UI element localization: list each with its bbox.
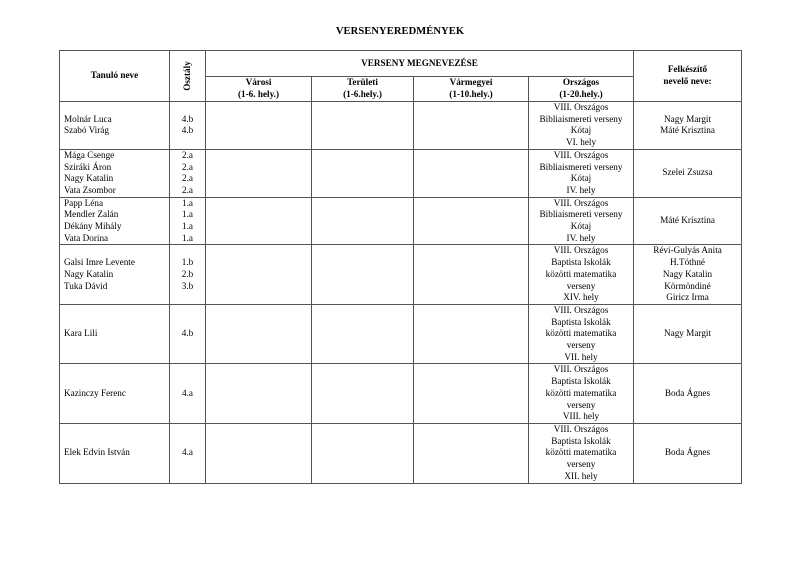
varosi-result-cell — [206, 197, 312, 245]
student-names-cell-line: Nagy Katalin — [64, 268, 114, 279]
results-table — [59, 50, 742, 484]
header-teacher — [634, 51, 742, 102]
student-names-cell-line: Galsi Imre Levente — [64, 257, 135, 268]
varosi-result-cell — [206, 304, 312, 364]
table-row — [60, 304, 742, 364]
orszagos-result-cell — [529, 197, 634, 245]
class-cell — [170, 364, 206, 424]
header-competition: VERSENY MEGNEVEZÉSE — [206, 51, 634, 77]
teacher-cell — [634, 423, 742, 483]
table-row — [60, 149, 742, 197]
teacher-cell-line: Szelei Zsuzsa — [662, 167, 713, 178]
varmegyei-result-cell — [414, 304, 529, 364]
table-row — [60, 102, 742, 150]
teacher-cell-line: H.Tóthné — [670, 257, 705, 268]
class-cell — [170, 197, 206, 245]
header-level-range: (1-10.hely.) — [449, 88, 493, 99]
table-row — [60, 197, 742, 245]
orszagos-result-cell-line: VIII. Országos — [553, 364, 609, 375]
orszagos-result-cell — [529, 364, 634, 424]
orszagos-result-cell-line: közötti matematika — [545, 328, 617, 339]
student-names-cell-line: Mendler Zalán — [64, 209, 119, 220]
class-cell-line: 4.b — [181, 328, 194, 339]
student-names-cell — [60, 423, 170, 483]
orszagos-result-cell-line: verseny — [566, 399, 596, 410]
student-names-cell — [60, 102, 170, 150]
orszagos-result-cell-line: VIII. Országos — [553, 423, 609, 434]
class-cell-line: 4.b — [181, 125, 194, 136]
teacher-cell-line: Nagy Margit — [663, 328, 712, 339]
student-names-cell — [60, 304, 170, 364]
orszagos-result-cell-line: Baptista Iskolák — [551, 257, 611, 268]
header-class — [170, 51, 206, 102]
class-cell-line: 2.b — [181, 268, 194, 279]
page-title: VERSENYEREDMÉNYEK — [335, 26, 465, 37]
class-cell-line: 1.a — [182, 221, 193, 232]
header-level-name: Vármegyei — [449, 77, 493, 88]
class-cell-line: 2.a — [182, 149, 193, 160]
varmegyei-result-cell — [414, 423, 529, 483]
student-names-cell-line: Vata Dorina — [64, 232, 109, 243]
varmegyei-result-cell — [414, 149, 529, 197]
student-names-cell-line: Kazinczy Ferenc — [64, 387, 126, 398]
student-names-cell-line: Vata Zsombor — [64, 184, 116, 195]
orszagos-result-cell-line: XIV. hely — [563, 292, 599, 303]
header-teacher-line: Felkészítő — [667, 64, 708, 75]
teacher-cell — [634, 102, 742, 150]
class-cell-line: 1.a — [182, 209, 193, 220]
orszagos-result-cell — [529, 149, 634, 197]
teacher-cell-line: Boda Ágnes — [664, 447, 711, 458]
header-level-name: Városi — [245, 77, 272, 88]
varmegyei-result-cell — [414, 197, 529, 245]
orszagos-result-cell-line: Baptista Iskolák — [551, 435, 611, 446]
orszagos-result-cell-line: Bibliaismereti verseny — [539, 113, 623, 124]
orszagos-result-cell-line: Kótaj — [570, 125, 592, 136]
varosi-result-cell — [206, 245, 312, 305]
header-teacher-line: nevelő neve: — [663, 76, 712, 86]
header-student-name: Tanuló neve — [60, 51, 170, 102]
teruleti-result-cell — [312, 102, 414, 150]
orszagos-result-cell-line: verseny — [566, 280, 596, 291]
varosi-result-cell — [206, 102, 312, 150]
header-level-range: (1-6. hely.) — [237, 88, 280, 99]
student-names-cell-line: Dékány Mihály — [64, 221, 122, 232]
teacher-cell — [634, 149, 742, 197]
varosi-result-cell — [206, 423, 312, 483]
class-cell-line: 2.a — [182, 161, 193, 172]
orszagos-result-cell-line: VII. hely — [564, 351, 598, 362]
student-names-cell-line: Mága Csenge — [64, 149, 115, 160]
class-cell — [170, 102, 206, 150]
class-cell-line: 2.a — [182, 173, 193, 184]
table-row — [60, 245, 742, 305]
teacher-cell-line: Nagy Margit — [663, 113, 712, 124]
class-cell-line: 1.a — [182, 197, 193, 208]
orszagos-result-cell-line: Bibliaismereti verseny — [539, 209, 623, 220]
header-level-teruleti — [312, 76, 414, 101]
varmegyei-result-cell — [414, 364, 529, 424]
teacher-cell — [634, 245, 742, 305]
student-names-cell-line: Tuka Dávid — [64, 280, 108, 291]
orszagos-result-cell-line: XII. hely — [564, 470, 598, 481]
teacher-cell — [634, 197, 742, 245]
teacher-cell-line: Giricz Irma — [666, 292, 709, 303]
orszagos-result-cell — [529, 245, 634, 305]
class-cell-line: 3.b — [181, 280, 194, 291]
orszagos-result-cell-line: VIII. Országos — [553, 304, 609, 315]
student-names-cell-line: Nagy Katalin — [64, 173, 114, 184]
student-names-cell-line: Elek Edvin István — [64, 447, 130, 458]
orszagos-result-cell-line: közötti matematika — [545, 447, 617, 458]
class-cell — [170, 149, 206, 197]
orszagos-result-cell-line: VI. hely — [565, 137, 597, 148]
header-level-name: Országos — [562, 77, 600, 88]
teacher-cell-line: Boda Ágnes — [664, 387, 711, 398]
orszagos-result-cell-line: közötti matematika — [545, 268, 617, 279]
varosi-result-cell — [206, 364, 312, 424]
orszagos-result-cell-line: Kótaj — [570, 173, 592, 184]
teruleti-result-cell — [312, 245, 414, 305]
class-cell-line: 1.a — [182, 232, 193, 243]
table-row — [60, 364, 742, 424]
header-class-label: Osztály — [181, 61, 192, 91]
student-names-cell-line: Molnár Luca — [64, 113, 112, 124]
class-cell-line: 4.b — [181, 113, 194, 124]
orszagos-result-cell — [529, 102, 634, 150]
teruleti-result-cell — [312, 423, 414, 483]
varmegyei-result-cell — [414, 245, 529, 305]
student-names-cell-line: Sziráki Áron — [64, 161, 112, 172]
student-names-cell-line: Szabó Virág — [64, 125, 109, 136]
orszagos-result-cell-line: Kótaj — [570, 221, 592, 232]
teacher-cell-line: Nagy Katalin — [662, 268, 713, 279]
teruleti-result-cell — [312, 149, 414, 197]
orszagos-result-cell-line: verseny — [566, 340, 596, 351]
class-cell-line: 4.a — [182, 447, 193, 458]
class-cell — [170, 245, 206, 305]
orszagos-result-cell — [529, 304, 634, 364]
student-names-cell-line: Papp Léna — [64, 197, 104, 208]
student-names-cell — [60, 149, 170, 197]
student-names-cell — [60, 364, 170, 424]
teruleti-result-cell — [312, 364, 414, 424]
class-cell-line: 4.a — [182, 387, 193, 398]
orszagos-result-cell — [529, 423, 634, 483]
student-names-cell-line: Kara Lili — [64, 328, 98, 339]
orszagos-result-cell-line: közötti matematika — [545, 387, 617, 398]
orszagos-result-cell-line: IV. hely — [566, 232, 596, 243]
orszagos-result-cell-line: Bibliaismereti verseny — [539, 161, 623, 172]
teruleti-result-cell — [312, 197, 414, 245]
teacher-cell — [634, 364, 742, 424]
orszagos-result-cell-line: verseny — [566, 459, 596, 470]
varmegyei-result-cell — [414, 102, 529, 150]
class-cell — [170, 304, 206, 364]
header-level-range: (1-6.hely.) — [343, 88, 382, 99]
teruleti-result-cell — [312, 304, 414, 364]
header-level-name: Területi — [347, 77, 378, 88]
orszagos-result-cell-line: IV. hely — [566, 184, 596, 195]
class-cell-line: 1.b — [181, 257, 194, 268]
teacher-cell-line: Révi-Gulyás Anita — [653, 245, 722, 256]
header-level-orszagos — [529, 76, 634, 101]
varosi-result-cell — [206, 149, 312, 197]
results-body — [60, 102, 742, 484]
orszagos-result-cell-line: Baptista Iskolák — [551, 376, 611, 387]
teacher-cell-line: Máté Krisztina — [660, 215, 715, 226]
header-level-varmegyei — [414, 76, 529, 101]
orszagos-result-cell-line: VIII. Országos — [553, 102, 609, 112]
orszagos-result-cell-line: VIII. Országos — [553, 245, 609, 256]
teacher-cell — [634, 304, 742, 364]
orszagos-result-cell-line: VIII. hely — [562, 411, 600, 422]
header-level-varosi — [206, 76, 312, 101]
student-names-cell — [60, 245, 170, 305]
class-cell-line: 2.a — [182, 184, 193, 195]
teacher-cell-line: Máté Krisztina — [660, 125, 715, 136]
table-row — [60, 423, 742, 483]
orszagos-result-cell-line: Baptista Iskolák — [551, 316, 611, 327]
student-names-cell — [60, 197, 170, 245]
header-level-range: (1-20.hely.) — [559, 88, 603, 99]
orszagos-result-cell-line: VIII. Országos — [553, 197, 609, 208]
class-cell — [170, 423, 206, 483]
orszagos-result-cell-line: VIII. Országos — [553, 149, 609, 160]
teacher-cell-line: Körmöndiné — [664, 280, 711, 291]
